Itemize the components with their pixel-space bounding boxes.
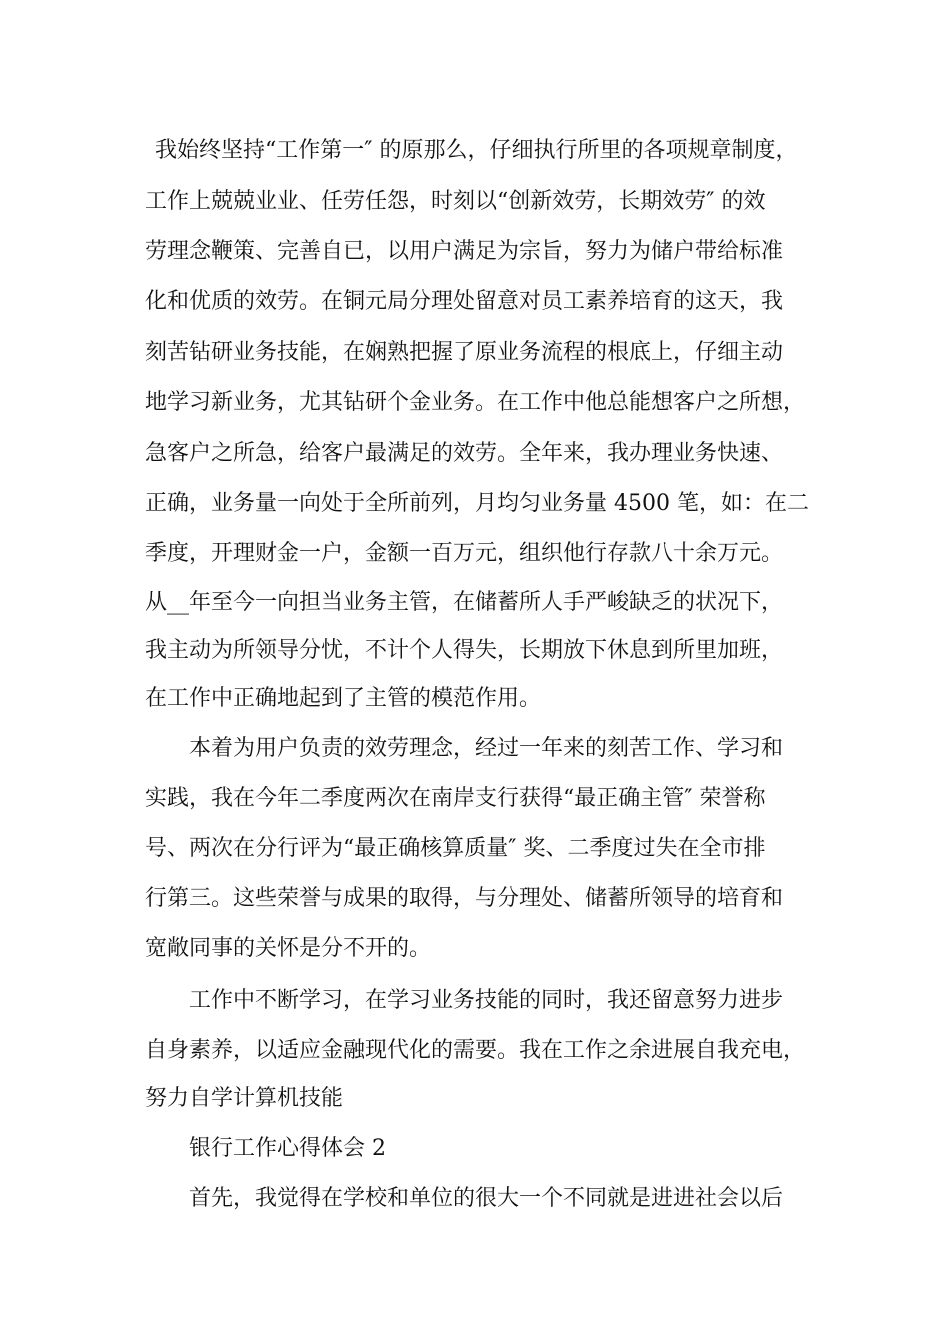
text-line: 工作中不断学习，在学习业务技能的同时，我还留意努力进步 (189, 988, 784, 1013)
text-line: 行第三。这些荣誉与成果的取得，与分理处、储蓄所领导的培育和 (145, 886, 784, 911)
text-line: 我主动为所领导分忧，不计个人得失，长期放下休息到所里加班， (145, 638, 784, 663)
text-line: 劳理念鞭策、完善自已，以用户满足为宗旨，努力为储户带给标准 (145, 239, 784, 264)
text-line: 我始终坚持“工作第一″ 的原那么，仔细执行所里的各项规章制度， (155, 138, 798, 163)
text-line: 本着为用户负责的效劳理念，经过一年来的刻苦工作、学习和 (189, 736, 784, 761)
text-line: 工作上兢兢业业、任劳任怨，时刻以“创新效劳，长期效劳″ 的效 (145, 189, 766, 214)
text-line: 努力自学计算机技能 (145, 1086, 344, 1111)
text-line: 自身素养，以适应金融现代化的需要。我在工作之余进展自我充电， (145, 1038, 806, 1063)
text-line: 刻苦钻研业务技能，在娴熟把握了原业务流程的根底上，仔细主动 (145, 340, 784, 365)
text-line: 在工作中正确地起到了主管的模范作用。 (145, 686, 542, 711)
text-line: 从__年至今一向担当业务主管，在储蓄所人手严峻缺乏的状况下， (145, 590, 784, 615)
text-line: 季度，开理财金一户，金额一百万元，组织他行存款八十余万元。 (145, 541, 784, 566)
text-line: 实践，我在今年二季度两次在南岸支行获得“最正确主管″ 荣誉称 (145, 786, 766, 811)
section-heading: 银行工作心得体会 2 (189, 1136, 386, 1161)
text-line: 宽敞同事的关怀是分不开的。 (145, 936, 432, 961)
text-line: 地学习新业务，尤其钻研个金业务。在工作中他总能想客户之所想， (145, 390, 806, 415)
text-line: 化和优质的效劳。在铜元局分理处留意对员工素养培育的这天，我 (145, 289, 784, 314)
text-line: 急客户之所急，给客户最满足的效劳。全年来，我办理业务快速、 (145, 441, 784, 466)
text-line: 号、两次在分行评为“最正确核算质量″ 奖、二季度过失在全市排 (145, 836, 766, 861)
text-line: 正确，业务量一向处于全所前列，月均匀业务量 4500 笔，如：在二 (145, 491, 809, 516)
text-line: 首先，我觉得在学校和单位的很大一个不同就是进进社会以后 (189, 1186, 784, 1211)
